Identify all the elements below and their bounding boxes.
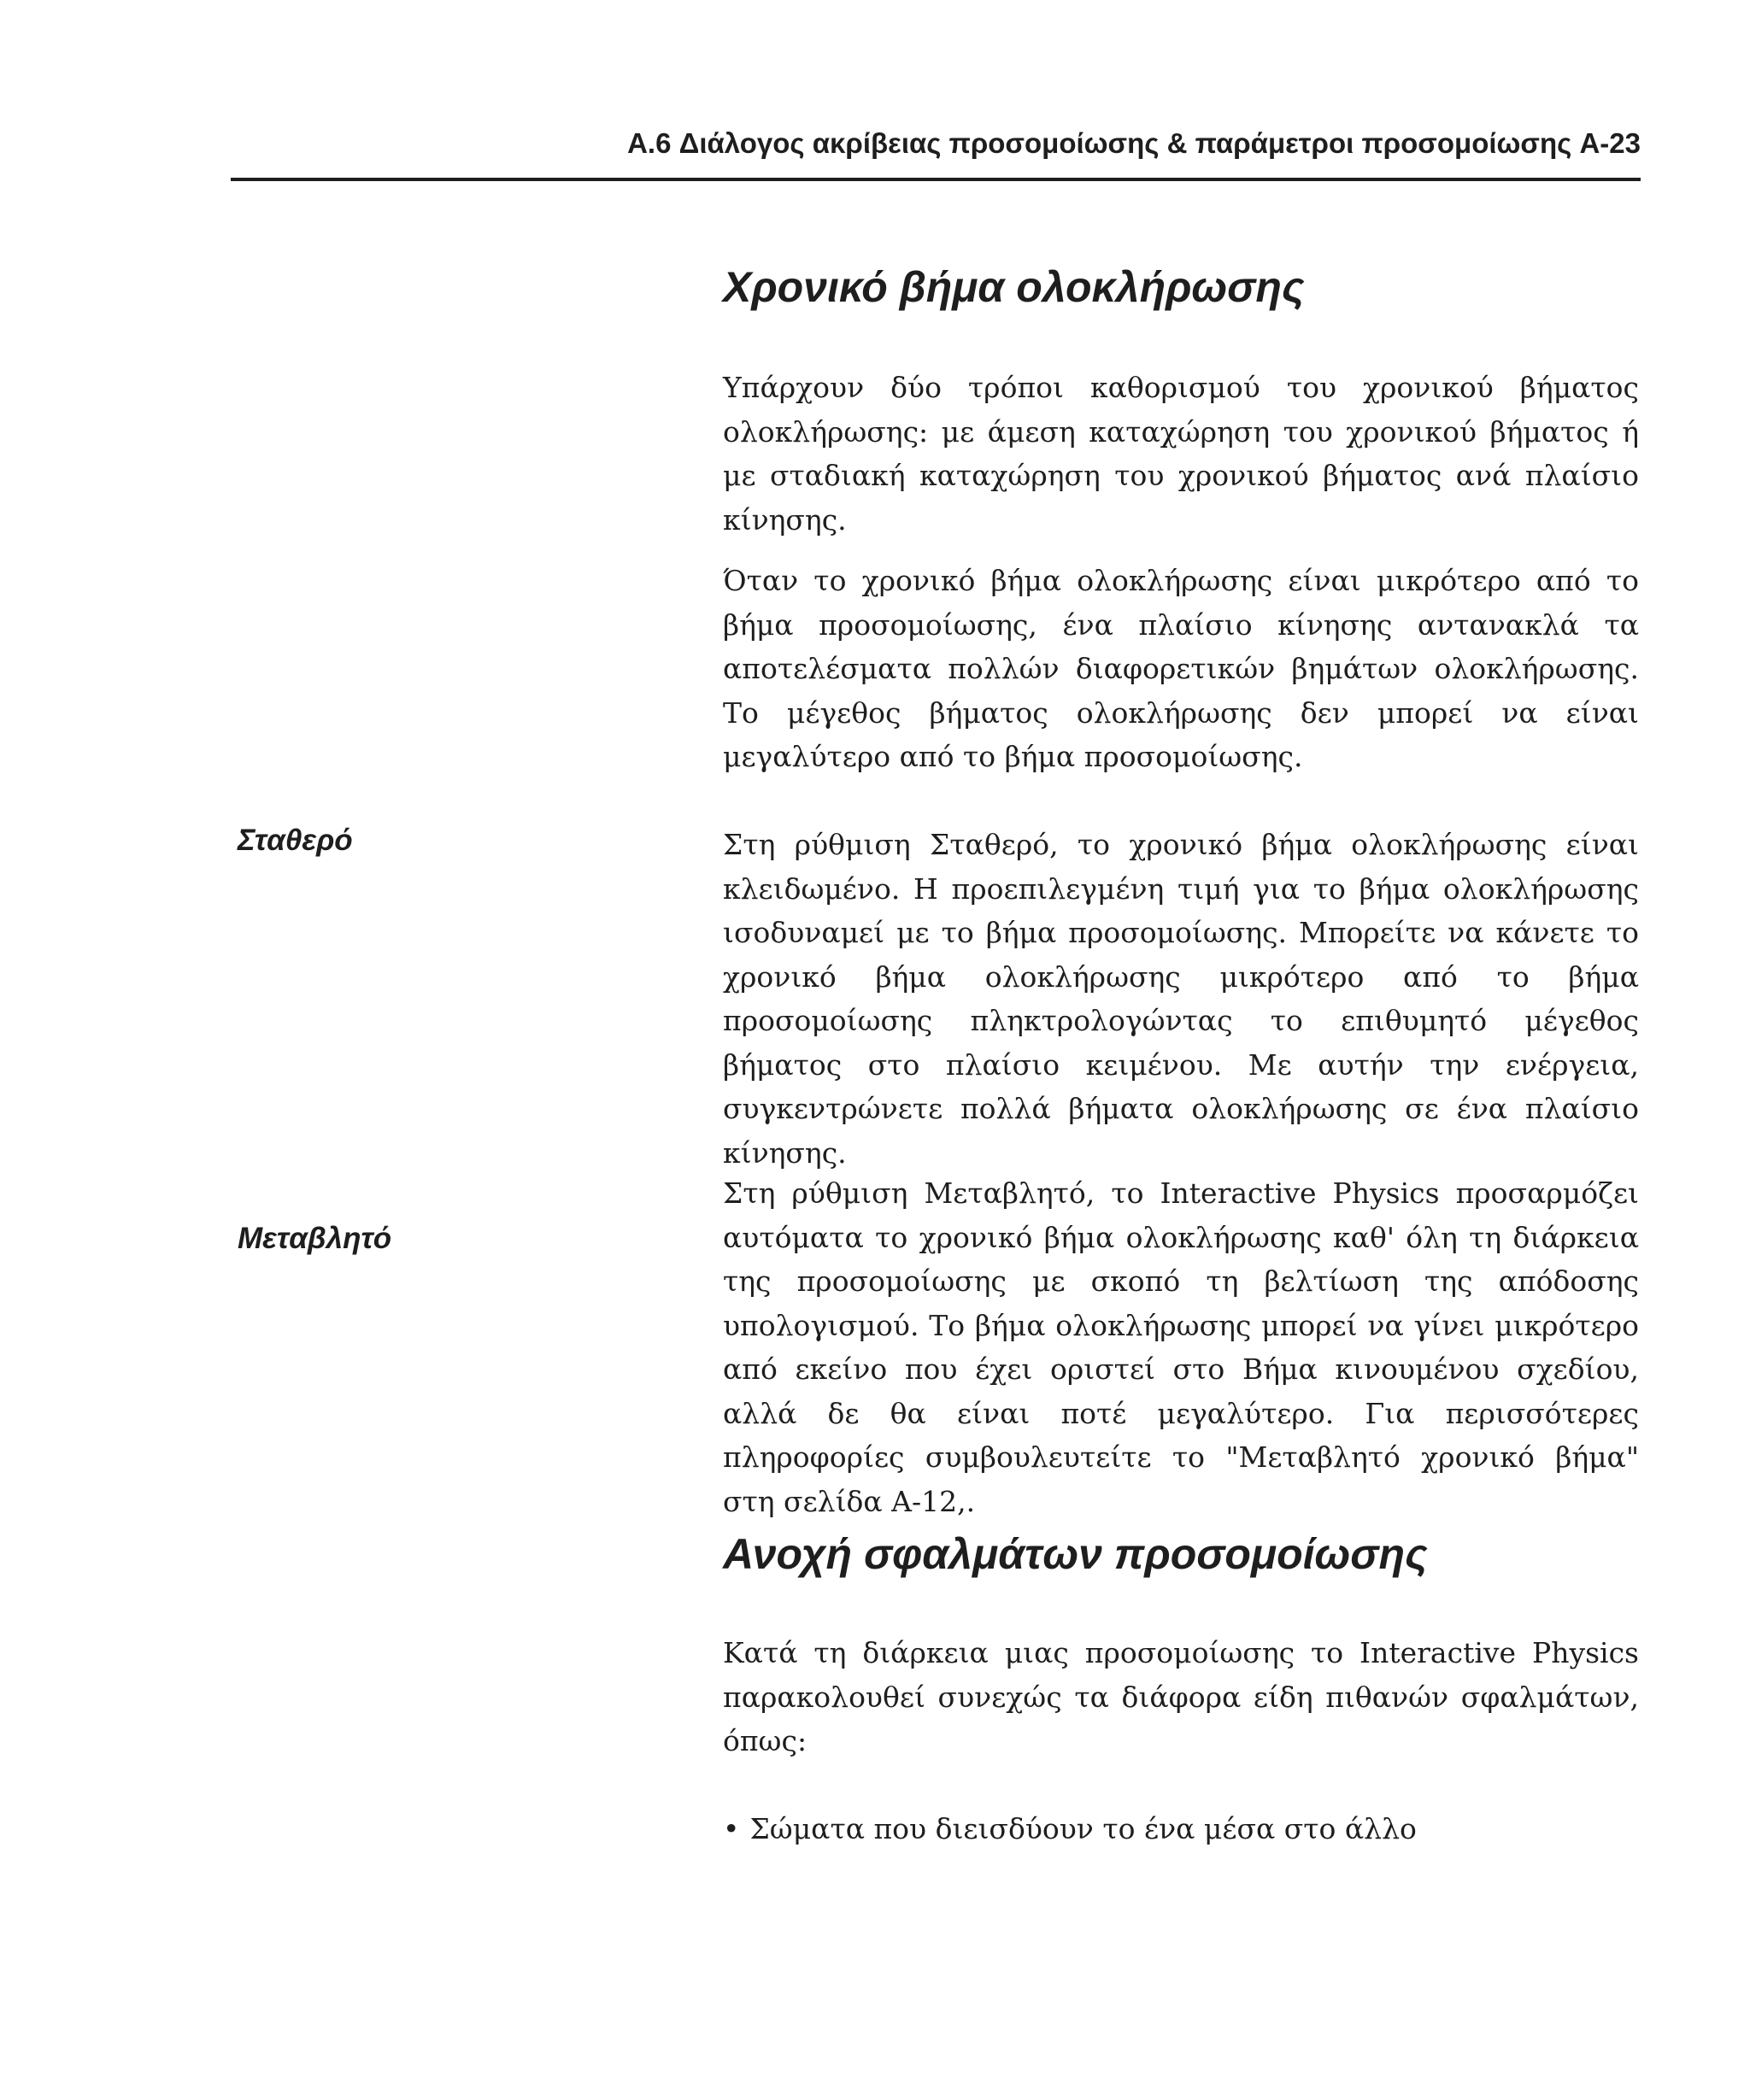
paragraph-variable: Στη ρύθμιση Μεταβλητό, το Interactive Physics προσαρμόζει αυτόματα το χρονικό βήμα ολοκλήρωσης καθ' όλη τη διάρκεια της προσομοίωσης με σκοπό τη βελτίωση της απόδοσης υπολογισμού. Το βήμα ολοκλήρωσης μπορεί να γίνει μικρότερο από εκείνο που έχει οριστεί στο Βήμα κινουμένου σχεδίου, αλλά δε θα είναι ποτέ μεγαλύτερο. Για περισσότερες πληροφορίες συμβουλευτείτε το "Μεταβλητό χρονικό βήμα" στη σελίδα A-12,. — [723, 1176, 1639, 1518]
bullet-list-item — [723, 1807, 1417, 1851]
section-heading-integration-step: Χρονικό βήμα ολοκλήρωσης — [723, 263, 1305, 311]
paragraph-intro: Υπάρχουν δύο τρόποι καθορισμού του χρονικού βήματος ολοκλήρωσης: με άμεση καταχώρηση του χρονικού βήματος ή με σταδιακή καταχώρηση του χρονικού βήματος ανά πλαίσιο κίνησης. — [723, 371, 1639, 537]
header-rule — [231, 178, 1641, 181]
paragraph-fixed: Στη ρύθμιση Σταθερό, το χρονικό βήμα ολοκλήρωσης είναι κλειδωμένο. Η προεπιλεγμένη τιμή για το βήμα ολοκλήρωσης ισοδυναμεί με το βήμα προσομοίωσης. Μπορείτε να κάνετε το χρονικό βήμα ολοκλήρωσης μικρότερο από το βήμα προσομοίωσης πληκτρολογώντας το επιθυμητό μέγεθος βήματος στο πλαίσιο κειμένου. Με αυτήν την ενέργεια, συγκεντρώνετε πολλά βήματα ολοκλήρωσης σε ένα πλαίσιο κίνησης. — [723, 828, 1639, 1170]
page-header: A.6 Διάλογος ακρίβειας προσομοίωσης & παράμετροι προσομοίωσης A-23 — [627, 127, 1641, 159]
bullet-text: Σώματα που διεισδύουν το ένα μέσα στο άλλο — [749, 1812, 1417, 1845]
paragraph-integration-vs-simulation: Όταν το χρονικό βήμα ολοκλήρωσης είναι μικρότερο από το βήμα προσομοίωσης, ένα πλαίσιο κίνησης αντανακλά τα αποτελέσματα πολλών διαφορετικών βημάτων ολοκλήρωσης. Το μέγεθος βήματος ολοκλήρωσης δεν μπορεί να είναι μεγαλύτερο από το βήμα προσομοίωσης. — [723, 564, 1639, 773]
paragraph-error-monitoring: Κατά τη διάρκεια μιας προσομοίωσης το Interactive Physics παρακολουθεί συνεχώς τα διάφορα είδη πιθανών σφαλμάτων, όπως: — [723, 1636, 1639, 1757]
section-heading-error-tolerance: Ανοχή σφαλμάτων προσομοίωσης — [723, 1530, 1428, 1578]
side-label-fixed: Σταθερό — [238, 824, 353, 857]
bullet-icon: • — [723, 1812, 740, 1845]
side-label-variable: Μεταβλητό — [238, 1222, 392, 1255]
